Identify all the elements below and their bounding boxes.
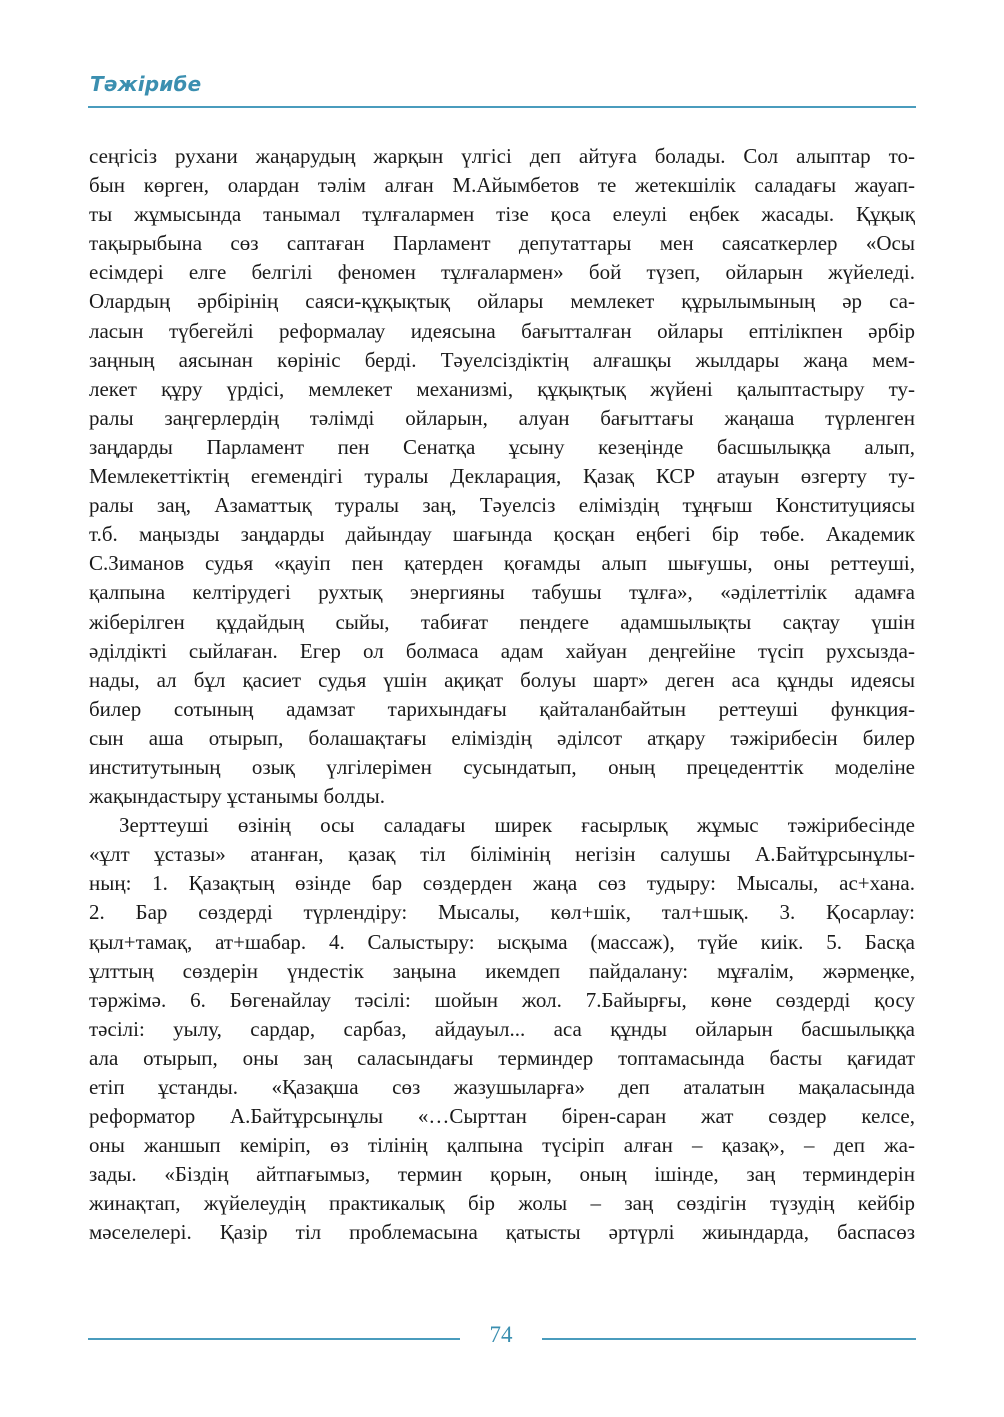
text-line: мәселелері. Қазір тіл проблемасына қатысты әртүрлі жиындарда, баспасөз: [89, 1220, 915, 1245]
text-line: зады. «Біздің айтпағымыз, термин қорын, оның ішінде, заң терминдерін: [89, 1162, 915, 1187]
text-line: С.Зиманов судья «қауіп пен қатерден қоғамды алып шығушы, оны реттеуші,: [89, 551, 915, 576]
text-line: реформатор А.Байтұрсынұлы «…Сырттан бірен-саран жат сөздер келсе,: [89, 1104, 915, 1129]
text-line: ты жұмысында танымал тұлғалармен тізе қоса елеулі еңбек жасады. Құқық: [89, 202, 915, 227]
text-line: тәсілі: уылу, сардар, сарбаз, айдауыл... аса құнды ойларын басшылыққа: [89, 1016, 915, 1041]
text-line: Зерттеуші өзінің осы саладағы ширек ғасырлық жұмыс тәжірибесінде: [119, 813, 915, 838]
text-line: ралы заңгерлердің тәлімді ойларын, алуан бағыттағы жаңаша түрленген: [89, 405, 915, 430]
text-line: етіп ұстанды. «Қазақша сөз жазушыларға» деп аталатын мақаласында: [89, 1075, 915, 1099]
text-line: бын көрген, олардан тәлім алған М.Айымбетов те жетекшілік саладағы жауап-: [89, 173, 915, 198]
text-line: тәржімә. 6. Бөгенайлау тәсілі: шойын жол. 7.Байырғы, көне сөздерді қосу: [89, 987, 915, 1012]
text-line: билер сотының адамзат тарихындағы қайталанбайтын реттеуші функция-: [89, 696, 915, 721]
text-line: ралы заң, Азаматтық туралы заң, Тәуелсіз еліміздің тұңғыш Конституциясы: [89, 493, 915, 518]
text-line: сын аша отырып, болашақтағы еліміздің әділсот атқару тәжірибесін билер: [89, 725, 915, 750]
text-line: ласын түбегейлі реформалау идеясына бағытталған ойлары ептілікпен әрбір: [89, 318, 915, 343]
text-line: «ұлт ұстазы» атанған, қазақ тіл білімінің негізін салушы А.Байтұрсынұлы-: [89, 842, 915, 867]
text-line: тақырыбына сөз саптаған Парламент депутаттары мен саясаткерлер «Осы: [89, 231, 915, 256]
text-line: институтының озық үлгілерімен сусындатып, оның прецеденттік моделіне: [89, 754, 915, 779]
footer-divider-right: [542, 1338, 916, 1340]
text-line: нады, ал бұл қасиет судья үшін ақиқат болуы шарт» деген аса құнды идеясы: [89, 667, 915, 692]
text-line: жақындастыру ұстанымы болды.: [89, 784, 385, 809]
text-line: заңдарды Парламент пен Сенатқа ұсыну кезеңінде басшылыққа алып,: [89, 434, 915, 459]
text-line: ұлттың сөздерін үндестік заңына икемдеп пайдалану: мұғалім, жәрмеңке,: [89, 958, 915, 983]
page-number: 74: [489, 1322, 513, 1347]
running-header-title: Тәжірибе: [90, 72, 202, 96]
text-line: қалпына келтірудегі рухтық энергияны табушы тұлға», «әділеттілік адамға: [89, 580, 915, 605]
text-line: 2. Бар сөздерді түрлендіру: Мысалы, көл+шік, тал+шық. 3. Қосарлау:: [89, 900, 915, 925]
text-line: жинақтап, жүйелеудің практикалық бір жолы – заң сөздігін түзудің кейбір: [89, 1191, 915, 1216]
text-line: заңның аясынан көрініс берді. Тәуелсіздіктің алғашқы жылдары жаңа мем-: [89, 347, 915, 372]
text-line: Мемлекеттіктің егемендігі туралы Декларация, Қазақ КСР атауын өзгерту ту-: [89, 464, 915, 489]
text-line: ала отырып, оны заң саласындағы терминдер топтамасында басты қағидат: [89, 1045, 915, 1070]
text-line: ның: 1. Қазақтың өзінде бар сөздерден жаңа сөз тудыру: Мысалы, ас+хана.: [89, 871, 915, 896]
body-text: [89, 142, 915, 1248]
footer-divider-left: [88, 1338, 460, 1340]
text-line: т.б. маңызды заңдарды дайындау шағында қосқан еңбегі бір төбе. Академик: [89, 522, 915, 547]
text-line: жіберілген құдайдың сыйы, табиғат пендеге адамшылықты сақтау үшін: [89, 609, 915, 634]
text-line: қыл+тамақ, ат+шабар. 4. Салыстыру: ысқыма (массаж), түйе киік. 5. Басқа: [89, 929, 915, 954]
text-line: есімдері елге белгілі феномен тұлғалармен» бой түзеп, ойларын жүйеледі.: [89, 260, 915, 285]
text-line: Олардың әрбірінің саяси-құқықтық ойлары мемлекет құрылымының әр са-: [89, 289, 915, 314]
header-divider: [88, 106, 916, 108]
text-line: лекет құру үрдісі, мемлекет механизмі, құқықтық жүйені қалыптастыру ту-: [89, 376, 915, 401]
text-line: оны жаншып кеміріп, өз тілінің қалпына түсіріп алған – қазақ», – деп жа-: [89, 1133, 915, 1158]
text-line: сеңгісіз рухани жаңарудың жарқын үлгісі деп айтуға болады. Сол алыптар то-: [89, 144, 915, 168]
text-line: әділдікті сыйлаған. Егер ол болмаса адам хайуан деңгейіне түсіп рухсызда-: [89, 638, 915, 663]
